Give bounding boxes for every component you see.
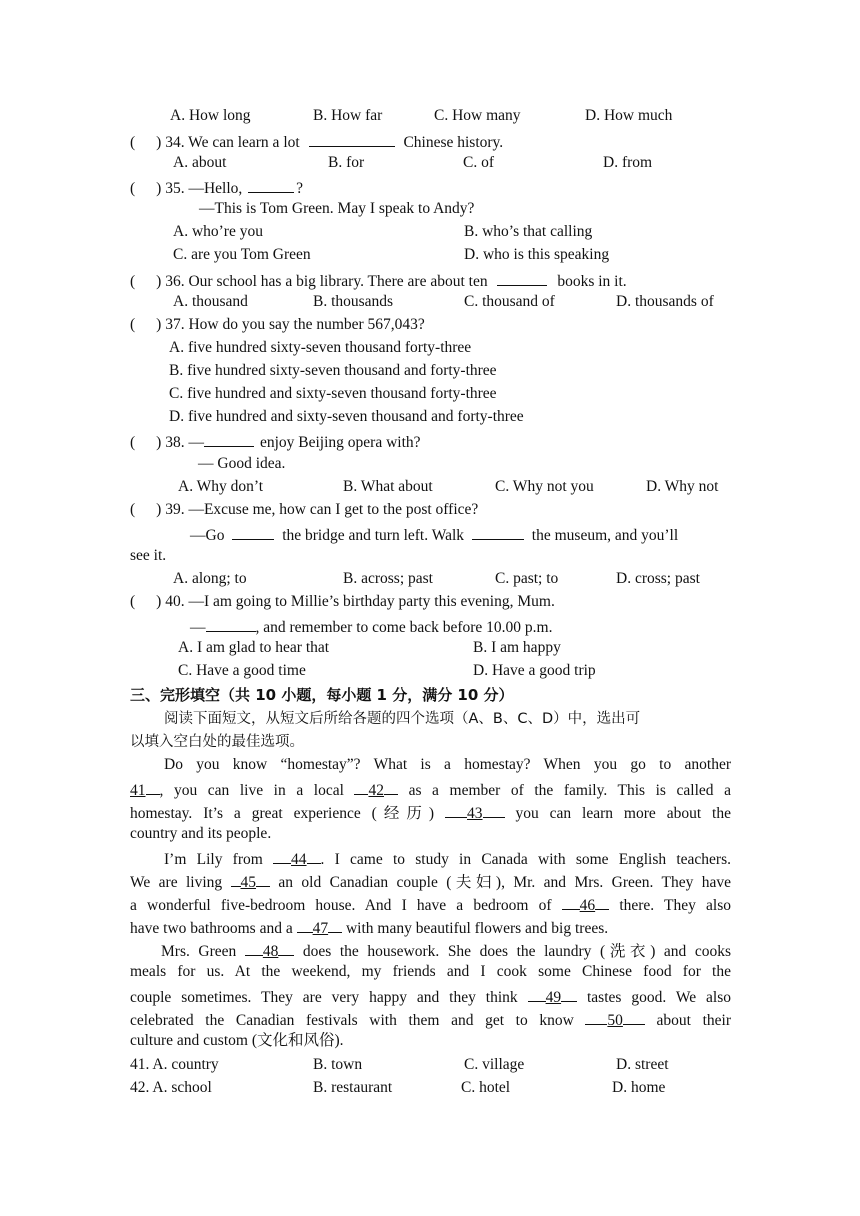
q36-option-d: D. thousands of	[616, 293, 714, 310]
q35-option-d: D. who is this speaking	[464, 246, 610, 263]
passage-p3-line1	[161, 940, 731, 961]
q38-option-d: D. Why not	[646, 478, 719, 495]
q39-line2-b: the bridge and turn left. Walk	[282, 527, 465, 544]
passage-p2-line1-a: I’m Lily from	[164, 851, 263, 868]
q42-option-c: C. hotel	[461, 1079, 511, 1096]
q38-text-after: enjoy Beijing opera with?	[259, 434, 421, 451]
passage-p3-line5: culture and custom (文化和风俗).	[130, 1032, 344, 1049]
blank-44-lead	[273, 848, 291, 864]
q36-stem	[130, 270, 627, 291]
q39-option-b: B. across; past	[343, 570, 433, 587]
section-heading: 三、完形填空（共 10 小题，每小题 1 分，满分 10 分）	[130, 686, 514, 704]
q40-blank	[206, 616, 256, 632]
q40-option-d: D. Have a good trip	[473, 662, 596, 679]
blank-50-lead	[585, 1009, 607, 1025]
q33-option-b: B. How far	[313, 107, 383, 124]
q37-option-c: C. five hundred and sixty-seven thousand forty-three	[169, 385, 497, 402]
q36-option-c: C. thousand of	[464, 293, 555, 310]
answer-paren: (	[130, 180, 136, 197]
passage-p3-line3-b: tastes good. We also	[587, 989, 732, 1006]
q39-option-c: C. past; to	[495, 570, 559, 587]
q33-option-d: D. How much	[585, 107, 673, 124]
passage-p2-line3-a: a wonderful five-bedroom house. And I have a bedroom of	[130, 897, 552, 914]
passage-p3-line3-a: couple sometimes. They are very happy and they think	[130, 989, 518, 1006]
q42-option-b: B. restaurant	[313, 1079, 393, 1096]
q38-line2: — Good idea.	[198, 455, 286, 472]
q34-option-c: C. of	[463, 154, 494, 171]
q38-option-b: B. What about	[343, 478, 433, 495]
q40-stem	[130, 593, 555, 611]
q37-option-d: D. five hundred and sixty-seven thousand and forty-three	[169, 408, 524, 425]
q40-line2-b: , and remember to come back before 10.00 p.m.	[255, 619, 553, 636]
section-instructions-line2: 以填入空白处的最佳选项。	[130, 734, 304, 750]
q41-option-a: 41. A. country	[130, 1056, 219, 1073]
passage-p3-line4-a: celebrated the Canadian festivals with them and get to know	[130, 1012, 574, 1029]
blank-44-tail	[307, 848, 321, 864]
blank-41: 41	[130, 782, 146, 799]
blank-45-lead	[231, 871, 241, 887]
q40-option-b: B. I am happy	[473, 639, 561, 656]
blank-47-lead	[297, 917, 313, 933]
passage-p2-line1	[164, 848, 731, 869]
answer-paren: (	[130, 273, 136, 290]
q38-stem	[130, 431, 421, 452]
q36-text: ) 36. Our school has a big library. There are about ten	[156, 273, 488, 290]
q39-line3: see it.	[130, 547, 167, 564]
q40-option-a: A. I am glad to hear that	[178, 639, 330, 656]
answer-paren: (	[130, 501, 136, 518]
q37-option-a: A. five hundred sixty-seven thousand forty-three	[169, 339, 472, 356]
passage-p1-line1: Do you know “homestay”? What is a homestay? When you go to another	[164, 756, 731, 773]
blank-45: 45	[240, 874, 257, 891]
q35-option-a: A. who’re you	[173, 223, 263, 240]
blank-43: 43	[467, 805, 483, 822]
q34-blank	[309, 131, 395, 147]
passage-p1-line2	[130, 779, 731, 800]
section-instructions-line1: 阅读下面短文，从短文后所给各题的四个选项（A、B、C、D）中，选出可	[164, 711, 641, 727]
blank-47-tail	[328, 917, 342, 933]
q35-line2: —This is Tom Green. May I speak to Andy?	[199, 200, 475, 217]
q35-option-c: C. are you Tom Green	[173, 246, 311, 263]
blank-45-tail	[256, 871, 270, 887]
q41-option-b: B. town	[313, 1056, 363, 1073]
q39-line2-a: —Go	[190, 527, 225, 544]
blank-43-lead	[445, 802, 467, 818]
passage-p2-line4	[130, 917, 608, 938]
q36-blank	[497, 270, 547, 286]
q33-option-c: C. How many	[434, 107, 521, 124]
q39-stem	[130, 501, 478, 519]
q34-text-after: Chinese history.	[403, 134, 504, 151]
q37-option-b: B. five hundred sixty-seven thousand and forty-three	[169, 362, 497, 379]
q40-line2-a: —	[190, 619, 206, 636]
q33-option-a: A. How long	[170, 107, 251, 124]
q35-stem	[130, 177, 303, 198]
q39-option-a: A. along; to	[173, 570, 247, 587]
passage-p2-line2	[130, 871, 731, 892]
q41-option-c: C. village	[464, 1056, 525, 1073]
q37-stem	[130, 316, 425, 334]
q39-line2	[190, 524, 678, 545]
blank-48: 48	[262, 943, 279, 960]
passage-p1-line3-a: homestay. It’s a great experience (经历)	[130, 805, 435, 822]
passage-p3-line3	[130, 986, 731, 1007]
q39-blank-2	[472, 524, 524, 540]
blank-44: 44	[291, 851, 307, 868]
q39-line2-c: the museum, and you’ll	[531, 527, 679, 544]
passage-p2-line4-b: with many beautiful flowers and big trees.	[345, 920, 609, 937]
q37-text: ) 37. How do you say the number 567,043?	[156, 316, 425, 333]
q40-option-c: C. Have a good time	[178, 662, 306, 679]
q34-text: ) 34. We can learn a lot	[156, 134, 300, 151]
q39-option-d: D. cross; past	[616, 570, 700, 587]
q39-blank-1	[232, 524, 274, 540]
blank-47: 47	[312, 920, 329, 937]
passage-p2-line3-b: there. They also	[619, 897, 732, 914]
passage-p2-line4-a: have two bathrooms and a	[130, 920, 293, 937]
passage-p1-line3-b: you can learn more about the	[515, 805, 731, 822]
q38-option-a: A. Why don’t	[178, 478, 264, 495]
blank-50: 50	[607, 1012, 623, 1029]
passage-p3-line1-a: Mrs. Green	[161, 943, 237, 960]
q38-text: ) 38. —	[156, 434, 204, 451]
q35-text: ) 35. —Hello,	[156, 180, 243, 197]
q38-blank	[204, 431, 254, 447]
passage-p2-line2-b: an old Canadian couple (夫妇), Mr. and Mrs. Green. They have	[278, 874, 732, 891]
q34-option-d: D. from	[603, 154, 653, 171]
blank-49: 49	[545, 989, 562, 1006]
blank-42-tail	[384, 779, 398, 795]
q34-option-b: B. for	[328, 154, 365, 171]
blank-43-tail	[483, 802, 505, 818]
blank-46: 46	[579, 897, 596, 914]
blank-46-tail	[595, 894, 609, 910]
q34-stem	[130, 131, 503, 152]
blank-42-lead	[354, 779, 368, 795]
blank-49-tail	[561, 986, 577, 1002]
q38-option-c: C. Why not you	[495, 478, 594, 495]
passage-p3-line4-b: about their	[656, 1012, 731, 1029]
q42-option-a: 42. A. school	[130, 1079, 212, 1096]
blank-42: 42	[368, 782, 384, 799]
answer-paren: (	[130, 316, 136, 333]
q42-option-d: D. home	[612, 1079, 666, 1096]
blank-50-tail	[623, 1009, 645, 1025]
answer-paren: (	[130, 593, 136, 610]
passage-p1-line2-a: , you can live in a local	[159, 782, 344, 799]
passage-p2-line1-b: . I came to study in Canada with some English teachers.	[320, 851, 731, 868]
blank-48-tail	[278, 940, 294, 956]
passage-p3-line2: meals for us. At the weekend, my friends and I cook some Chinese food for the	[130, 963, 731, 980]
passage-p2-line3	[130, 894, 731, 915]
answer-paren: (	[130, 134, 136, 151]
blank-46-lead	[562, 894, 580, 910]
q36-option-b: B. thousands	[313, 293, 394, 310]
q39-text: ) 39. —Excuse me, how can I get to the post office?	[156, 501, 479, 518]
passage-p1-line2-b: as a member of the family. This is called a	[408, 782, 732, 799]
blank-41-tail	[146, 779, 160, 795]
passage-p1-line4: country and its people.	[130, 825, 272, 842]
q35-option-b: B. who’s that calling	[464, 223, 593, 240]
passage-p2-line2-a: We are living	[130, 874, 223, 891]
q35-text-after: ?	[296, 180, 304, 197]
q41-option-d: D. street	[616, 1056, 669, 1073]
q36-option-a: A. thousand	[173, 293, 248, 310]
blank-48-lead	[245, 940, 263, 956]
q34-option-a: A. about	[173, 154, 227, 171]
q35-blank	[248, 177, 294, 193]
q40-text: ) 40. —I am going to Millie’s birthday party this evening, Mum.	[156, 593, 555, 610]
passage-p3-line4	[130, 1009, 731, 1030]
passage-p1-line3	[130, 802, 731, 823]
answer-paren: (	[130, 434, 136, 451]
q40-line2	[190, 616, 552, 637]
passage-p3-line1-b: does the housework. She does the laundry (洗衣) and cooks	[302, 943, 732, 960]
q36-text-after: books in it.	[557, 273, 627, 290]
blank-49-lead	[528, 986, 546, 1002]
